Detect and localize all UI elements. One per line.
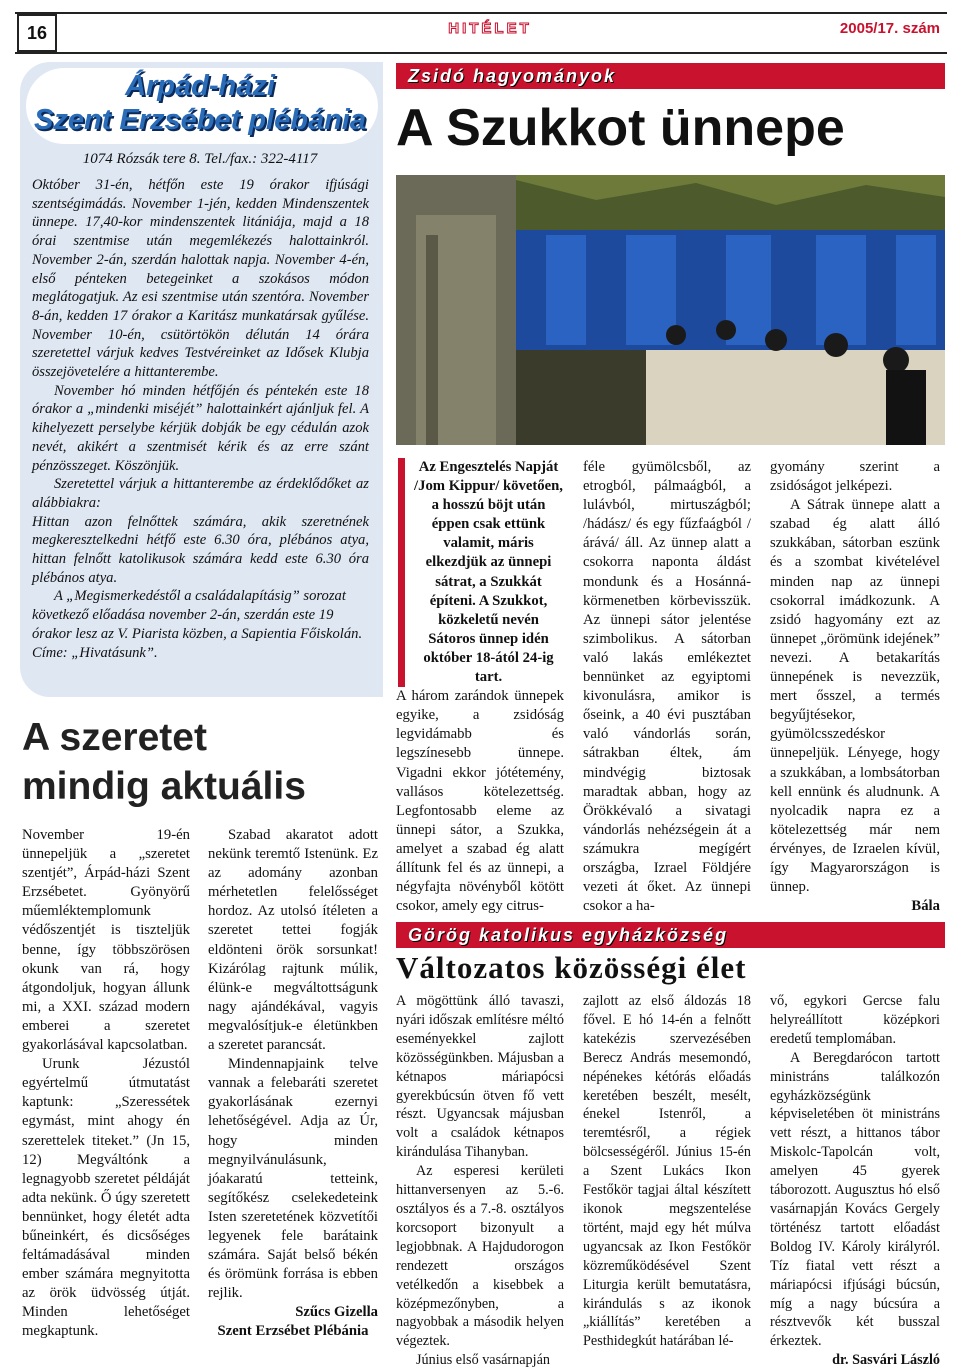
sukkot-column-1 [396, 458, 564, 916]
parish-paragraph: Szeretettel várjuk a hittanterembe az érdeklődőket az alábbiakra: [32, 476, 369, 511]
love-title-line2: mindig aktuális [22, 765, 306, 808]
parish-paragraph: A „Megismerkedéstől a családalapításig” sorozat következő előadása november 2-án, szerdán este 19 órakor lesz az V. Piarista közben, a Sapientia Főiskolán. Címe: „Hivatásunk”. [32, 588, 363, 661]
parish-address: 1074 Rózsák tere 8. Tel./fax.: 322-4117 [82, 151, 318, 167]
greek-column-2 [583, 992, 751, 1351]
sukkot-paragraph: gyomány szerint a zsidóságot jelképezi. [770, 459, 940, 495]
greek-column-1 [396, 992, 564, 1370]
parish-announcements [32, 176, 369, 662]
greek-author: dr. Sasvári László [832, 1352, 940, 1369]
love-author: Szűcs Gizella [295, 1304, 378, 1321]
sukkot-title: A Szukkot ünnepe [396, 99, 845, 157]
greek-paragraph: Június első vasárnapján [416, 1352, 550, 1369]
issue-number: 2005/17. szám [839, 20, 940, 37]
sukkot-paragraph: A Sátrak ünnepe alatt a szabad ég alatt álló szukkában, sátorban eszünk és a szombat kivételével minden nap az ünnepi csokorral imádkozunk. A zsidó hagyomány ezt az ünnepet „örömünk idejének” nevezi. A betakarítás ünnepének is nevezzük, mert ősszel, a termés begyűjtésekor, gyümölcsszedéskor ünnepeljük. Lényege, hogy a szukkában, a lombsátorban kell ennünk és aludnunk. A nyolcadik napra ez a kötelezettség már nem érvényes, de Izraelen kívül, így Magyarországon is ünnep. [770, 497, 940, 896]
sukkot-paragraph: A három zarándok ünnepek egyike, a zsidóság legvidámabb és legszínesebb ünnepe. Vigadni ekkor jótétemény, vallásos kötelezettség. Legfontosabb eleme az ünnepi sátor, a Szukka, amelyet a szabad ég alatt állítunk fel és az ünnepi, a négyfajta növényből kötött csokor, amely egy citrus- [396, 688, 564, 915]
sukkot-column-2 [583, 458, 751, 916]
greek-title: Változatos közösségi élet [396, 950, 747, 985]
page-number: 16 [17, 14, 57, 52]
sukkah-photo [396, 175, 945, 445]
sukkot-paragraph: féle gyümölcsből, az etrogból, pálmaágból, a lulávból, mirtuszágból; /hádász/ és egy fűzfaágból /árává/ áll. Az ünnep alatt a csokorra naponta áldást mondunk és a Hosánná-körmenetben körbevisszük. Az ünnepi sátor jelentése szimbolikus. A sátorban való lakás emlékeztet bennünket az egyiptomi kivonulásra, amikor is őseink, a 40 évi pusztában való vándorlás során, sátrakban éltek, ám mindvégig biztosak maradtak abban, hogy az Örökkévaló a sivatagi vándorlás nehézségein át a számukra megígért országba, Izrael Földjére vezeti át őket. Az ünnepi csokor a ha- [583, 459, 751, 915]
love-paragraph: Mindennapjaink telve vannak a felebaráti szeretet gyakorlásának ezernyi lehetőségével. Adja az Úr, hogy minden megnyilvánulásunk, jóakaratú tetteink, segítőkész cselekedeteink Isten szeretetének közvetítői legyenek fele barátaink számára. Saját belső békén és örömünk forrása is ebben rejlik. [208, 1056, 378, 1302]
greek-paragraph: A Beregdarócon tartott ministráns találkozón egyházközségünk képviseletében öt ministráns vett részt, a hittanos tábor Miskolc-Tapolcán volt, amelyen 45 gyerek táborozott. Augusztus hó első vasárnapján Kovács Gergely történész tartott előadást Boldog IV. Károly királyról. Tíz fiatal vett részt a máriapócsi ifjúsági búcsún, míg a nagy búcsúra a résztvevők két busszal érkeztek. [770, 1049, 940, 1350]
sukkot-column-3 [770, 458, 940, 916]
parish-paragraph: Október 31-én, hétfőn este 19 órakor ifjúsági szentségimádás. November 1-jén, kedden Mindenszentek ünnepe. 17,40-kor mindenszentek litániája, majd a 18 órai szentmise után megemlékezés halottainkról. November 2-án, szerdán halottak napja. November 4-én, első pénteken betegeinket a szokásos módon meglátogatjuk. Az esi szentmise után szentóra. November 8-án, kedden 17 órakor a Karitász munkatársak gyűlése. November 10-én, csütörtökön délután 14 órára szeretettel várjuk kedves Testvéreinket az Idősek Klubja összejövetelére a hittanterembe. [32, 177, 369, 381]
parish-paragraph: November hó minden hétfőjén és péntekén este 18 órakor a „mindenki miséjét” halottainkért ajánljuk fel. A kihelyezett perselybe kérjük dobják be egy cédulán azok nevét, akikért a szentmisét kérik és az erre szánt pénzösszeget. Köszönjük. [32, 382, 369, 474]
greek-paragraph: vő, egykori Gercse falu helyreállított középkori eredetű templomában. [770, 993, 940, 1047]
sukkah-photo-graphic [396, 175, 945, 445]
parish-title-line2: Szent Erzsébet plébánia [34, 104, 366, 136]
sukkot-author: Bála [911, 898, 940, 915]
parish-title-line1: Árpád-házi [125, 70, 275, 102]
greek-section-bar [396, 922, 945, 948]
sukkot-section-bar [396, 63, 945, 89]
publication-name: HITÉLET [448, 20, 532, 37]
greek-paragraph: Az esperesi kerületi hittanversenyen az 5.-6. osztályos és a 7.-8. osztályos korcsoport bizonyult a legjobbnak. A Hajdudorogon rendezett országos vetélkedőn a kisebbek a középmezőnyben, a nagyobbak a második helyen végeztek. [396, 1163, 564, 1350]
greek-paragraph: A mögöttünk álló tavaszi, nyári időszak említésre méltó eseményekkel zajlott közösségünkben. Májusban a kétnapos máriapócsi gyerekbúcsún ötven fő vett részt. Ugyancsak májusban volt a családok kétnapos kirándulása Tihanyban. [396, 993, 564, 1161]
greek-column-3 [770, 992, 940, 1370]
greek-paragraph: zajlott az első áldozás 18 fővel. E hó 14-én a felnőtt katekézis szervezésében Berecz András mesemondó, népénekes kétórás előadás keretében beszélt, mesélt, énekel Istenről, a teremtésről, a régiek bölcsességéről. Június 15-én a Szent Lukács Ikon Festőkör tagjai által készített ikonok megszentelése történt, majd egy hét múlva ugyancsak az Ikon Festőkör közreműködésével Szent Liturgia került bemutatásra, kirándulás s az ikonok „kiállítás” keretében a Pesthidegkút határában lé- [583, 993, 751, 1350]
sukkot-lead: Az Engesztelés Napját /Jom Kippur/ követően, a hosszú böjt után éppen csak ettünk valamit, máris elkezdjük az ünnepi sátrat, a Szukkát építeni. A Szukkot, közkeletű nevén Sátoros ünnep idén október 18-ától 24-ig tart. [398, 458, 564, 687]
love-paragraph: November 19-én ünnepeljük a „szeretet szentjét”, Árpád-házi Szent Erzsébetet. Gyönyörű műemléktemplomunk védőszentjét is tiszteljük benne, így többszörösen okunk van rá, hogy átgondoljuk, hogyan állunk mi, a XXI. század modern emberei a szeretet gyakorlásával kapcsolatban. [22, 827, 190, 1054]
love-paragraph: Urunk Jézustól egyértelmű útmutatást kaptunk: „Szeressétek egymást, mint ahogy én szerettelek titeket.” (Jn 15, 12) Megváltónk a legnagyobb szeretet példáját adta nekünk. Ő úgy szeretett bennünket, hogy életét adta bűneinkért, és dicsőséges feltámadásával minden ember számára megnyitotta az örök üdvösség útját. Minden lehetőséget megkaptunk. [22, 1056, 190, 1340]
sukkot-section-label: Zsidó hagyományok [408, 66, 617, 86]
love-paragraph: Szabad akaratot adott nekünk teremtő Istenünk. Ez az adomány azonban mérhetetlen felelősséget hordoz. Az utolsó ítéleten a szeretet tettei fogják eldönteni örök sorsunkat! Kizárólag rajtunk múlik, élünk-e megváltottságunk nagy ajándékával, vagyis megvalósítjuk-e életünkben a szeretet parancsát. [208, 827, 378, 1054]
love-title-line1: A szeretet [22, 716, 207, 759]
parish-paragraph: Hittan azon felnőttek számára, akik szeretnének megkeresztelkedni hétfő este 6.30 óra, plébános atya, hittan felnőtt katolikusok számára kedd este 6.30 óra plébános atya. [32, 513, 369, 586]
love-affiliation: Szent Erzsébet Plébánia [217, 1323, 369, 1340]
love-column-2 [208, 826, 378, 1342]
love-column-1 [22, 826, 190, 1342]
greek-section-label: Görög katolikus egyházközség [408, 925, 729, 945]
